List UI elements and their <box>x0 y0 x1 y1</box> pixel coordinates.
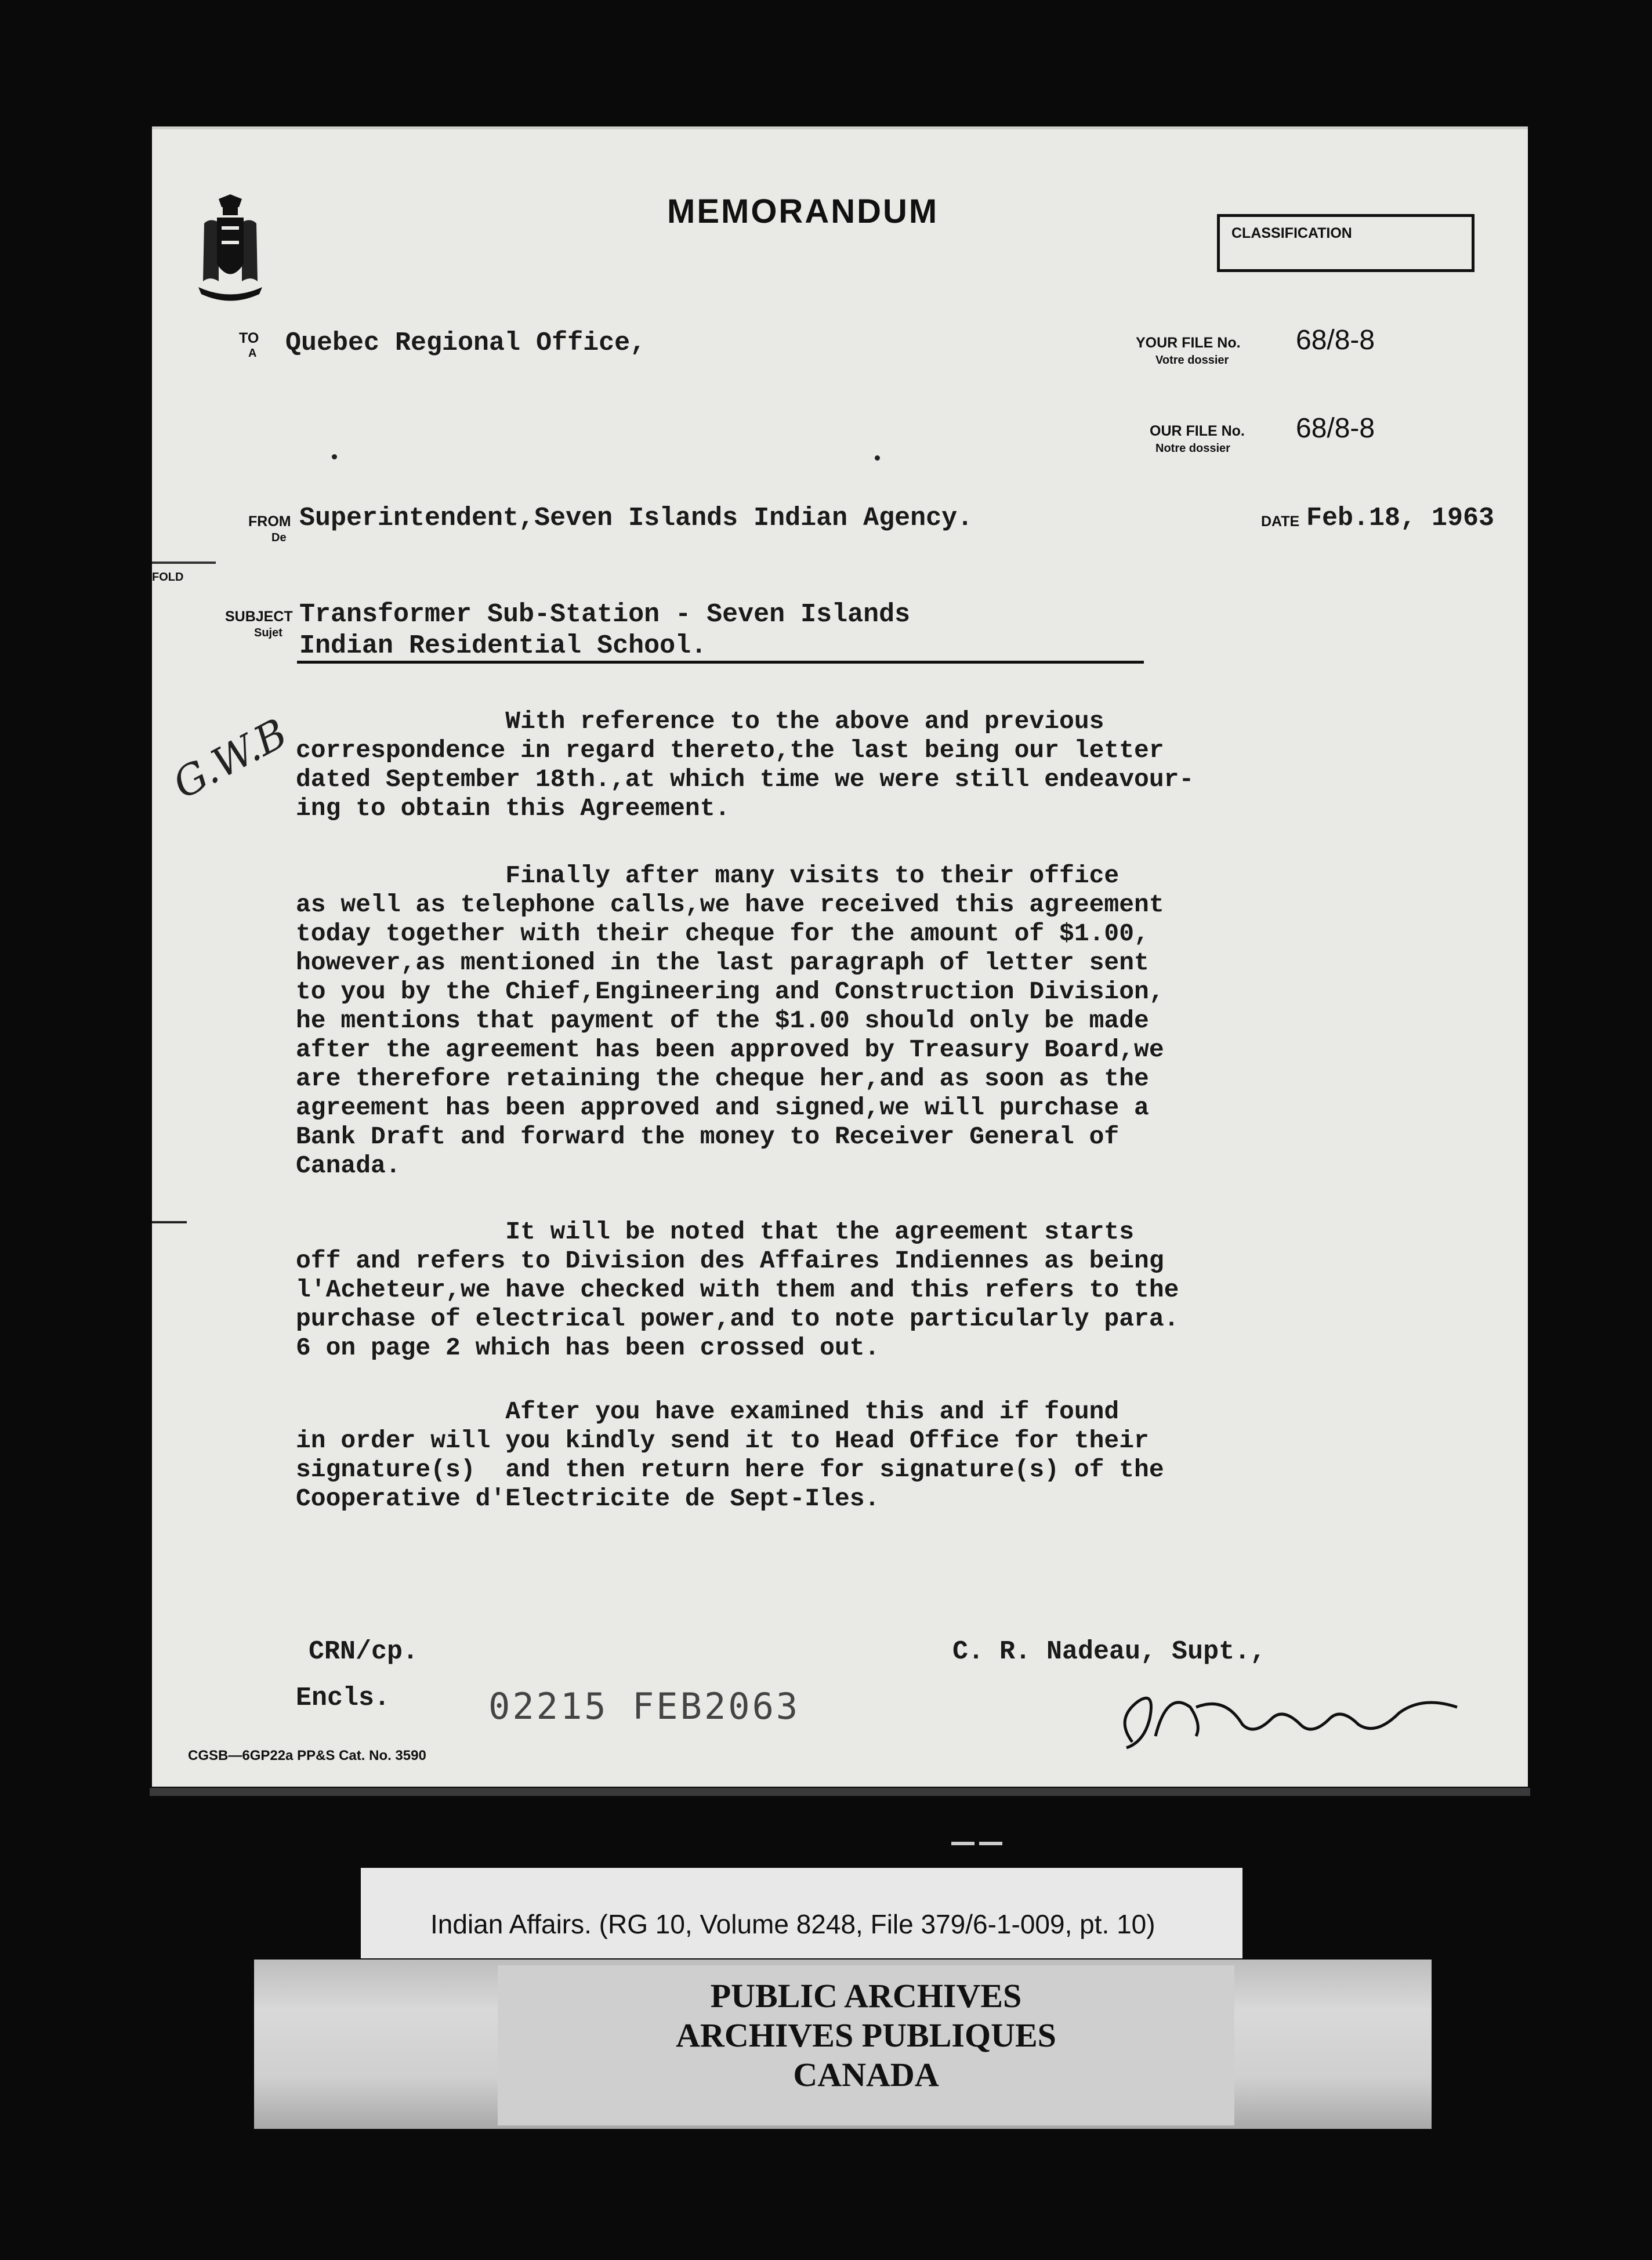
from-sender: Superintendent,Seven Islands Indian Agency. <box>299 504 973 533</box>
coat-of-arms-icon <box>193 194 268 305</box>
subject-underline <box>297 661 1144 664</box>
memo-date: Feb.18, 1963 <box>1306 504 1495 533</box>
margin-initials: G.W.B <box>165 709 295 809</box>
fold-label: FOLD <box>152 571 184 584</box>
to-recipient: Quebec Regional Office, <box>285 328 646 358</box>
body-paragraph-3: It will be noted that the agreement starts off and refers to Division des Affaires Indiennes as being l'Acheteur,we have checked with them and this refers to the purchase of electrical power,and to note particularly para. 6 on page 2 which has been crossed out. <box>296 1218 1179 1362</box>
received-stamp: 02215 FEB2063 <box>488 1685 800 1727</box>
memo-title: MEMORANDUM <box>667 193 939 230</box>
to-label: TO <box>239 330 259 346</box>
margin-dash <box>152 1221 187 1223</box>
our-file-label: OUR FILE No. <box>1150 423 1245 439</box>
our-file-number: 68/8-8 <box>1296 413 1375 444</box>
subject-label-fr: Sujet <box>254 626 282 639</box>
body-paragraph-1: With reference to the above and previous correspondence in regard thereto,the last being our letter dated September 18th.,at which time we were still endeavour- ing to obtain this Agreement. <box>296 707 1194 823</box>
archive-reference-label <box>361 1868 1242 1958</box>
from-label-fr: De <box>271 531 287 544</box>
classification-label: CLASSIFICATION <box>1231 225 1352 241</box>
film-ticks <box>951 1838 1009 1844</box>
body-paragraph-4: After you have examined this and if found in order will you kindly send it to Head Office for their signature(s) and then return here for signature(s) of the Cooperative d'Electricite de Sept-Iles. <box>296 1397 1164 1513</box>
date-label: DATE <box>1261 513 1300 530</box>
signature-icon <box>1109 1672 1480 1759</box>
archive-stamp-bar <box>254 1960 1432 2129</box>
classification-box <box>1217 214 1475 272</box>
initials-reference: CRN/cp. <box>309 1637 419 1667</box>
body-paragraph-2: Finally after many visits to their office as well as telephone calls,we have received this agreement today together with their cheque for the amount of $1.00, however,as mentioned in the last paragraph of letter sent to you by the Chief,Engineering and Construction Division, he mentions that payment of the $1.00 should only be made after the agreement has been approved by Treasury Board,we are therefore retaining the cheque her,and as soon as the agreement has been approved and signed,we will purchase a Bank Draft and forward the money to Receiver General of Canada. <box>296 861 1164 1180</box>
archive-line-1: PUBLIC ARCHIVES <box>710 1977 1022 2015</box>
sheet-shadow <box>150 1788 1530 1796</box>
from-label: FROM <box>248 513 291 530</box>
subject-label: SUBJECT <box>225 609 293 625</box>
form-number: CGSB—6GP22a PP&S Cat. No. 3590 <box>188 1748 426 1763</box>
our-file-label-fr: Notre dossier <box>1155 442 1230 455</box>
subject-line-1: Transformer Sub-Station - Seven Islands <box>299 600 911 629</box>
your-file-label: YOUR FILE No. <box>1136 335 1241 351</box>
archive-card <box>498 1965 1234 2125</box>
fold-line <box>152 562 216 564</box>
punch-dot <box>332 454 337 459</box>
archive-line-2: ARCHIVES PUBLIQUES <box>676 2016 1056 2054</box>
punch-dot <box>875 455 880 461</box>
your-file-label-fr: Votre dossier <box>1155 354 1229 367</box>
memo-sheet <box>152 126 1528 1787</box>
to-label-fr: A <box>248 347 257 360</box>
archive-reference: Indian Affairs. (RG 10, Volume 8248, File 379/6-1-009, pt. 10) <box>430 1909 1155 1939</box>
your-file-number: 68/8-8 <box>1296 325 1375 356</box>
enclosures-label: Encls. <box>296 1683 390 1713</box>
archive-line-3: CANADA <box>793 2056 939 2094</box>
subject-line-2: Indian Residential School. <box>299 631 707 661</box>
signatory-name: C. R. Nadeau, Supt., <box>952 1637 1266 1667</box>
